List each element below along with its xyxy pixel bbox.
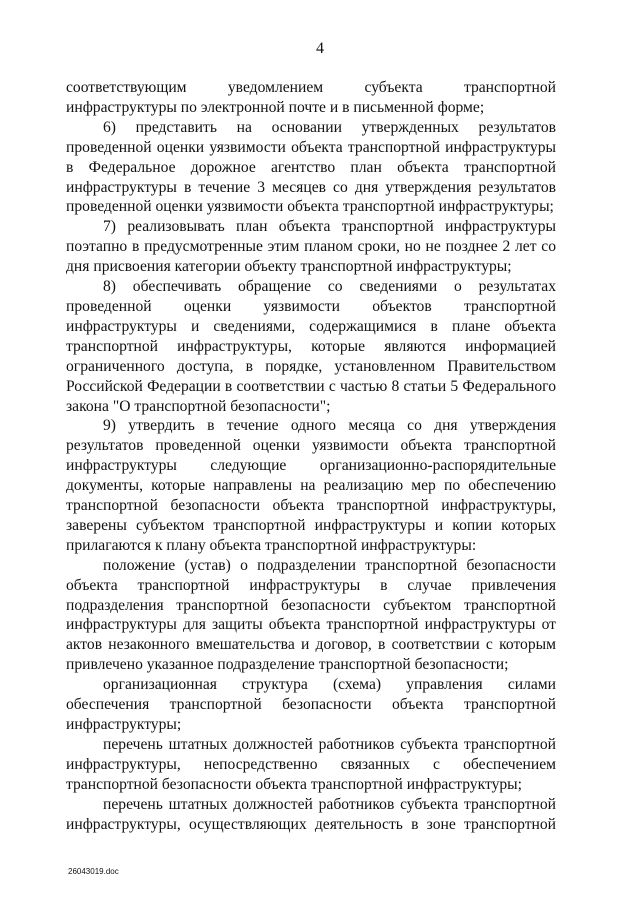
paragraph-item-7: 7) реализовывать план объекта транспортной инфраструктуры поэтапно в предусмотренные этим планом сроки, но не позднее 2 лет со дня присвоения категории объекту транспортной инфраструктуры; bbox=[66, 218, 556, 276]
paragraph-org-structure: организационная структура (схема) управления силами обеспечения транспортной безопасности объекта транспортной инфраструктуры; bbox=[66, 676, 556, 733]
document-body bbox=[66, 78, 556, 834]
paragraph-item-6: 6) представить на основании утвержденных результатов проведенной оценки уязвимости объекта транспортной инфраструктуры в Федеральное дорожное агентство план объекта транспортной инфраструктуры в течение 3 месяцев со дня утверждения результатов проведенной оценки уязвимости объекта транспортной инфраструктуры; bbox=[66, 118, 556, 216]
paragraph-staff-positions-zone: перечень штатных должностей работников субъекта транспортной инфраструктуры, осуществляющих деятельность в зоне транспортной bbox=[66, 795, 556, 833]
paragraph-statute-regulation: положение (устав) о подразделении транспортной безопасности объекта транспортной инфраструктуры в случае привлечения подразделения транспортной безопасности субъектом транспортной инфраструктуры для защиты объекта транспортной инфраструктуры от актов незаконного вмешательства и договор, в соответствии с которым привлечено указанное подразделение транспортной безопасности; bbox=[66, 556, 556, 674]
paragraph-staff-positions-list: перечень штатных должностей работников субъекта транспортной инфраструктуры, непосредственно связанных с обеспечением транспортной безопасности объекта транспортной инфраструктуры; bbox=[66, 735, 556, 793]
page-number: 4 bbox=[316, 40, 324, 57]
paragraph-item-9: 9) утвердить в течение одного месяца со дня утверждения результатов проведенной оценки уязвимости объекта транспортной инфраструктуры следующие организационно-распорядительные документы, которые направлены на реализацию мер по обеспечению транспортной безопасности объекта транспортной инфраструктуры, заверены субъектом транспортной инфраструктуры и копии которых прилагаются к плану объекта транспортной инфраструктуры: bbox=[66, 417, 556, 554]
footer-filename: 26043019.doc bbox=[68, 867, 119, 876]
paragraph-continuation: соответствующим уведомлением субъекта транспортной инфраструктуры по электронной почте и в письменной форме; bbox=[66, 79, 556, 116]
paragraph-item-8: 8) обеспечивать обращение со сведениями о результатах проведенной оценки уязвимости объектов транспортной инфраструктуры и сведениями, содержащимися в плане объекта транспортной инфраструктуры, которые являются информацией ограниченного доступа, в порядке, установленном Правительством Российской Федерации в соответствии с частью 8 статьи 5 Федерального закона "О транспортной безопасности"; bbox=[66, 278, 556, 415]
